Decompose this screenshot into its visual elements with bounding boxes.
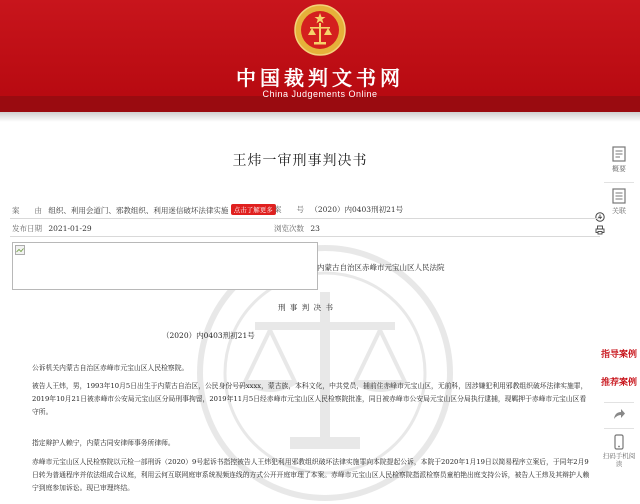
broken-image-placeholder	[12, 242, 318, 290]
paragraph-prosecutor: 公诉机关内蒙古自治区赤峰市元宝山区人民检察院。	[32, 364, 189, 372]
sidebar-guiding-cases[interactable]: 指导案例	[600, 350, 637, 360]
publish-date-row	[12, 223, 92, 234]
case-number-row	[274, 204, 403, 215]
paragraph-defense-counsel: 指定辩护人赖宁，内蒙古同安律师事务所律师。	[32, 439, 175, 447]
views-row	[274, 223, 320, 234]
case-number-label: 案 号	[274, 205, 304, 214]
paragraph-defendant: 被告人王炜，男，1993年10月5日出生于内蒙古自治区，公民身份号码xxxx，蒙古族，本科文化，中共党员，捕前住赤峰市元宝山区，无前科，因涉嫌犯利用邪教组织破坏法律实施罪，2019年10月21日被赤峰市公安局元宝山区分局刑事拘留，2019年11月5日经赤峰市元宝山区人民检察院批准，同日被赤峰市公安局元宝山区分局执行逮捕，现羁押于赤峰市元宝山区看守所。	[32, 382, 588, 416]
publish-date-value: 2021-01-29	[48, 224, 92, 233]
document-title: 王炜一审刑事判决书	[232, 153, 368, 169]
banner-shadow	[0, 112, 640, 122]
case-cause-label: 案 由	[12, 206, 42, 215]
views-value: 23	[310, 224, 320, 233]
broken-image-icon	[15, 245, 25, 255]
share-icon	[612, 406, 626, 422]
site-title[interactable]: 中国裁判文书网	[236, 66, 404, 90]
document-type: 刑 事 判 决 书	[278, 303, 335, 312]
views-label: 浏览次数	[274, 224, 304, 233]
overview-icon	[612, 146, 626, 162]
publish-date-label: 发布日期	[12, 224, 42, 233]
case-number-value: （2020）内0403刑初21号	[310, 205, 404, 214]
sidebar-qr-label: 扫码手机阅读	[602, 452, 636, 468]
paragraph-proceedings: 赤峰市元宝山区人民检察院以元检一部刑诉（2020）9号起诉书指控被告人王炜犯利用邪教组织破坏法律实施罪向本院提起公诉，本院于2020年1月19日以简易程序立案后，于同年2月9日转为普通程序并依法组成合议庭，利用云何互联网庭审系统视频连线的方式公开开庭审理了本案。赤峰市元宝山区人民检察院指派检察员童柏艳出庭支持公诉，被告人王炜及其辩护人赖宁到庭参加诉讼。现已审理终结。	[32, 458, 590, 492]
sidebar-share[interactable]	[598, 406, 640, 424]
sidebar-recommended-cases[interactable]: 推荐案例	[600, 378, 637, 388]
case-cause-row	[12, 204, 276, 216]
related-icon	[612, 188, 626, 204]
document-case-number: （2020）内0403刑初21号	[162, 331, 255, 340]
court-emblem-icon	[294, 4, 346, 56]
case-cause-value: 组织、利用会道门、邪教组织、利用迷信破坏法律实施	[48, 206, 229, 215]
sidebar-overview[interactable]	[598, 146, 640, 174]
sidebar-separator	[604, 182, 634, 183]
sidebar-related[interactable]	[598, 188, 640, 216]
court-name: 内蒙古自治区赤峰市元宝山区人民法院	[317, 263, 445, 272]
document-panel	[10, 132, 590, 504]
site-subtitle: China Judgements Online	[262, 89, 378, 99]
mobile-phone-icon	[612, 434, 626, 450]
meta-divider-bottom	[10, 236, 600, 237]
sidebar-overview-label: 概要	[612, 165, 626, 173]
sidebar-qr-code[interactable]	[598, 434, 640, 468]
right-sidebar	[598, 140, 640, 504]
learn-more-button[interactable]: 点击了解更多	[231, 204, 276, 215]
sidebar-separator	[604, 428, 634, 429]
meta-divider	[10, 218, 600, 219]
sidebar-separator	[604, 402, 634, 403]
header-banner	[0, 0, 640, 112]
sidebar-related-label: 关联	[612, 207, 626, 215]
